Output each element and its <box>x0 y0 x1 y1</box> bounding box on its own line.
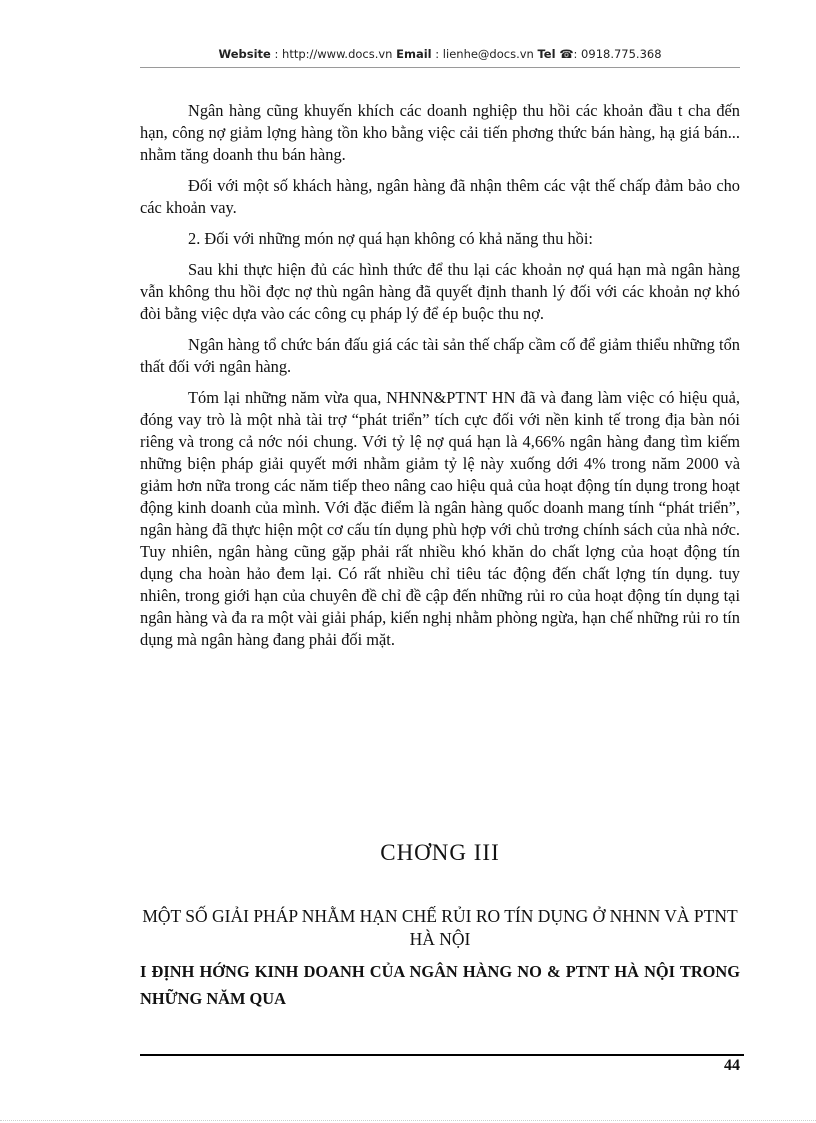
page-header <box>140 47 740 61</box>
paragraph: Ngân hàng tổ chức bán đấu giá các tài sản thế chấp cầm cố để giảm thiểu những tổn thất đối với ngân hàng. <box>140 335 740 376</box>
email-label: Email <box>396 47 432 61</box>
paragraph: Tóm lại những năm vừa qua, NHNN&PTNT HN đã và đang làm việc có hiệu quả, đóng vay trò là một nhà tài trợ “phát triển” tích cực đối với nền kinh tế trong địa bàn nói riêng và trong cả nớc nói chung. Với tỷ lệ nợ quá hạn là 4,66% ngân hàng đang tìm kiếm những biện pháp giải quyết mới nhằm giảm tỷ lệ này xuống dới 4% trong năm 2000 và giảm hơn nữa trong các năm tiếp theo nâng cao hiệu quả của hoạt động tín dụng trong hoạt động kinh doanh của mình. Với đặc điểm là ngân hàng quốc doanh mang tính “phát triển”, ngân hàng đã thực hiện một cơ cấu tín dụng phù hợp với chủ trơng chính sách của nhà nớc. Tuy nhiên, ngân hàng cũng gặp phải rất nhiều khó khăn do chất lợng của hoạt động tín dụng cha hoàn hảo đem lại. Có rất nhiều chỉ tiêu tác động đến chất lợng tín dụng. tuy nhiên, trong giới hạn của chuyên đề chỉ đề cập đến những rủi ro của hoạt động tín dụng tại ngân hàng và đa ra một vài giải pháp, kiến nghị nhằm phòng ngừa, hạn chế những rủi ro tín dụng mà ngân hàng đang phải đối mặt. <box>140 388 740 649</box>
paragraph: 2. Đối với những món nợ quá hạn không có khả năng thu hồi: <box>188 229 593 248</box>
footer-divider <box>140 1054 744 1056</box>
page-edge-divider <box>0 1120 816 1121</box>
paragraph: Ngân hàng cũng khuyến khích các doanh nghiệp thu hồi các khoản đầu t cha đến hạn, công nợ giảm lợng hàng tồn kho bằng việc cải tiến phơng thức bán hàng, hạ giá bán... nhằm tăng doanh thu bán hàng. <box>140 101 740 164</box>
chapter-title: CHƠNG III <box>380 840 500 865</box>
tel-label: Tel <box>537 47 556 61</box>
website-value: : http://www.docs.vn <box>270 47 397 61</box>
document-body <box>140 100 740 660</box>
paragraph: Đối với một số khách hàng, ngân hàng đã nhận thêm các vật thế chấp đảm bảo cho các khoản vay. <box>140 176 740 217</box>
page-number: 44 <box>724 1057 740 1074</box>
section-heading: I ĐỊNH HỚNG KINH DOANH CỦA NGÂN HÀNG NO & PTNT HÀ NỘI TRONG NHỮNG NĂM QUA <box>140 962 740 1008</box>
tel-value: : 0918.775.368 <box>573 47 662 61</box>
website-label: Website <box>218 47 271 61</box>
email-value: : lienhe@docs.vn <box>431 47 538 61</box>
header-divider <box>140 67 740 68</box>
chapter-subtitle: MỘT SỐ GIẢI PHÁP NHẰM HẠN CHẾ RỦI RO TÍN DỤNG Ở NHNN VÀ PTNT HÀ NỘI <box>142 906 738 949</box>
phone-icon: ☎ <box>559 47 574 61</box>
paragraph: Sau khi thực hiện đủ các hình thức để thu lại các khoản nợ quá hạn mà ngân hàng vẫn không thu hồi đợc nợ thù ngân hàng đã quyết định thanh lý đối với các khoản nợ khó đòi bằng việc dựa vào các công cụ pháp lý để ép buộc thu nợ. <box>140 260 740 323</box>
